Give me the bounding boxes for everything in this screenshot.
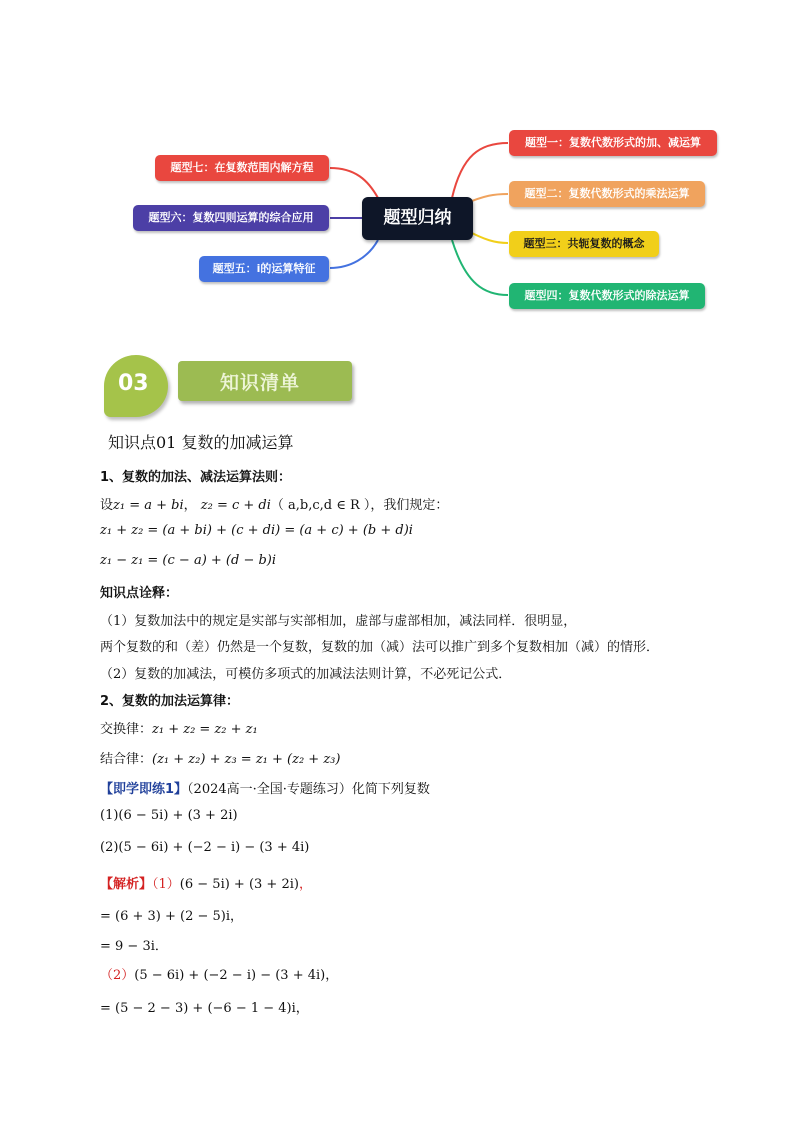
note-heading: 知识点诠释： — [100, 586, 179, 601]
def-z1: z₁ = a + bi — [113, 498, 184, 513]
knowledge-title: 知识点01 复数的加减运算 — [108, 433, 294, 452]
def-prefix: 设 — [100, 498, 114, 513]
practice-source: （2024高一·全国·专题练习）化简下列复数 — [187, 782, 430, 797]
solution-2-expr: (5 − 6i) + (−2 − i) − (3 + 4i)， — [134, 968, 339, 983]
solution-1-step-2: = 9 − 3i． — [100, 939, 168, 954]
addition-formula: z₁ + z₂ = (a + bi) + (c + di) = (a + c) + (b + d)i — [100, 523, 413, 538]
section-title-bar — [178, 361, 352, 401]
section-title: 知识清单 — [220, 372, 301, 394]
topic-6-box: 题型六：复数四则运算的综合应用 — [133, 205, 329, 231]
question-1: (1)(6 − 5i) + (3 + 2i) — [100, 808, 238, 823]
assoc-label: 结合律： — [100, 752, 153, 767]
note-2: （2）复数的加减法，可模仿多项式的加减法法则计算，不必死记公式． — [100, 667, 512, 682]
section-number: 03 — [118, 371, 149, 396]
associative-law — [100, 748, 340, 767]
practice-tag: 【即学即练1】 — [100, 782, 188, 797]
mindmap-connectors — [0, 0, 794, 330]
solution-2-line — [100, 964, 338, 983]
solution-2-step-1: = (5 − 2 − 3) + (−6 − 1 − 4)i， — [100, 1001, 309, 1016]
topic-1-box: 题型一：复数代数形式的加、减运算 — [509, 130, 717, 156]
topic-5-box: 题型五：i的运算特征 — [199, 256, 329, 282]
subtraction-formula: z₁ − z₁ = (c − a) + (d − b)i — [100, 553, 277, 568]
topic-4-box: 题型四：复数代数形式的除法运算 — [509, 283, 705, 309]
solution-1-step-1: = (6 + 3) + (2 − 5)i， — [100, 909, 244, 924]
solution-1-comma: ， — [298, 877, 312, 892]
comm-formula: z₁ + z₂ = z₂ + z₁ — [152, 722, 258, 737]
topic-7-box: 题型七：在复数范围内解方程 — [155, 155, 329, 181]
solution-1-expr: (6 − 5i) + (3 + 2i) — [179, 877, 299, 892]
def-z2: z₂ = c + di — [200, 498, 271, 513]
def-cond: （ a,b,c,d ∈ R ），我们规定： — [270, 498, 449, 513]
comm-label: 交换律： — [100, 722, 153, 737]
topic-2-box: 题型二：复数代数形式的乘法运算 — [509, 181, 705, 207]
mindmap-center: 题型归纳 — [362, 197, 473, 240]
section-header — [104, 355, 354, 417]
solution-1-line — [100, 873, 312, 892]
practice-header — [100, 778, 430, 797]
law-heading: 2、复数的加法运算律： — [100, 694, 240, 709]
solution-1-label: （1） — [152, 877, 180, 892]
solution-2-label: （2） — [100, 968, 135, 983]
rule-heading: 1、复数的加法、减法运算法则： — [100, 470, 292, 485]
solution-tag: 【解析】 — [100, 877, 153, 892]
connector-7 — [330, 168, 378, 198]
note-1b: 两个复数的和（差）仍然是一个复数，复数的加（减）法可以推广到多个复数相加（减）的情形． — [100, 640, 660, 655]
assoc-formula: (z₁ + z₂) + z₃ = z₁ + (z₂ + z₃) — [152, 752, 341, 767]
question-2: (2)(5 − 6i) + (−2 − i) − (3 + 4i) — [100, 840, 310, 855]
connector-5 — [330, 240, 378, 268]
connector-4 — [452, 240, 508, 295]
connector-1 — [452, 143, 508, 198]
note-1: （1）复数加法中的规定是实部与实部相加，虚部与虚部相加，减法同样．很明显， — [100, 614, 577, 629]
definition-line: 设z₁ = a + bi， z₂ = c + di（ a,b,c,d ∈ R ），我们规定： — [100, 498, 449, 513]
topic-3-box: 题型三：共轭复数的概念 — [509, 231, 659, 257]
section-number-badge — [104, 355, 168, 417]
commutative-law — [100, 718, 258, 737]
